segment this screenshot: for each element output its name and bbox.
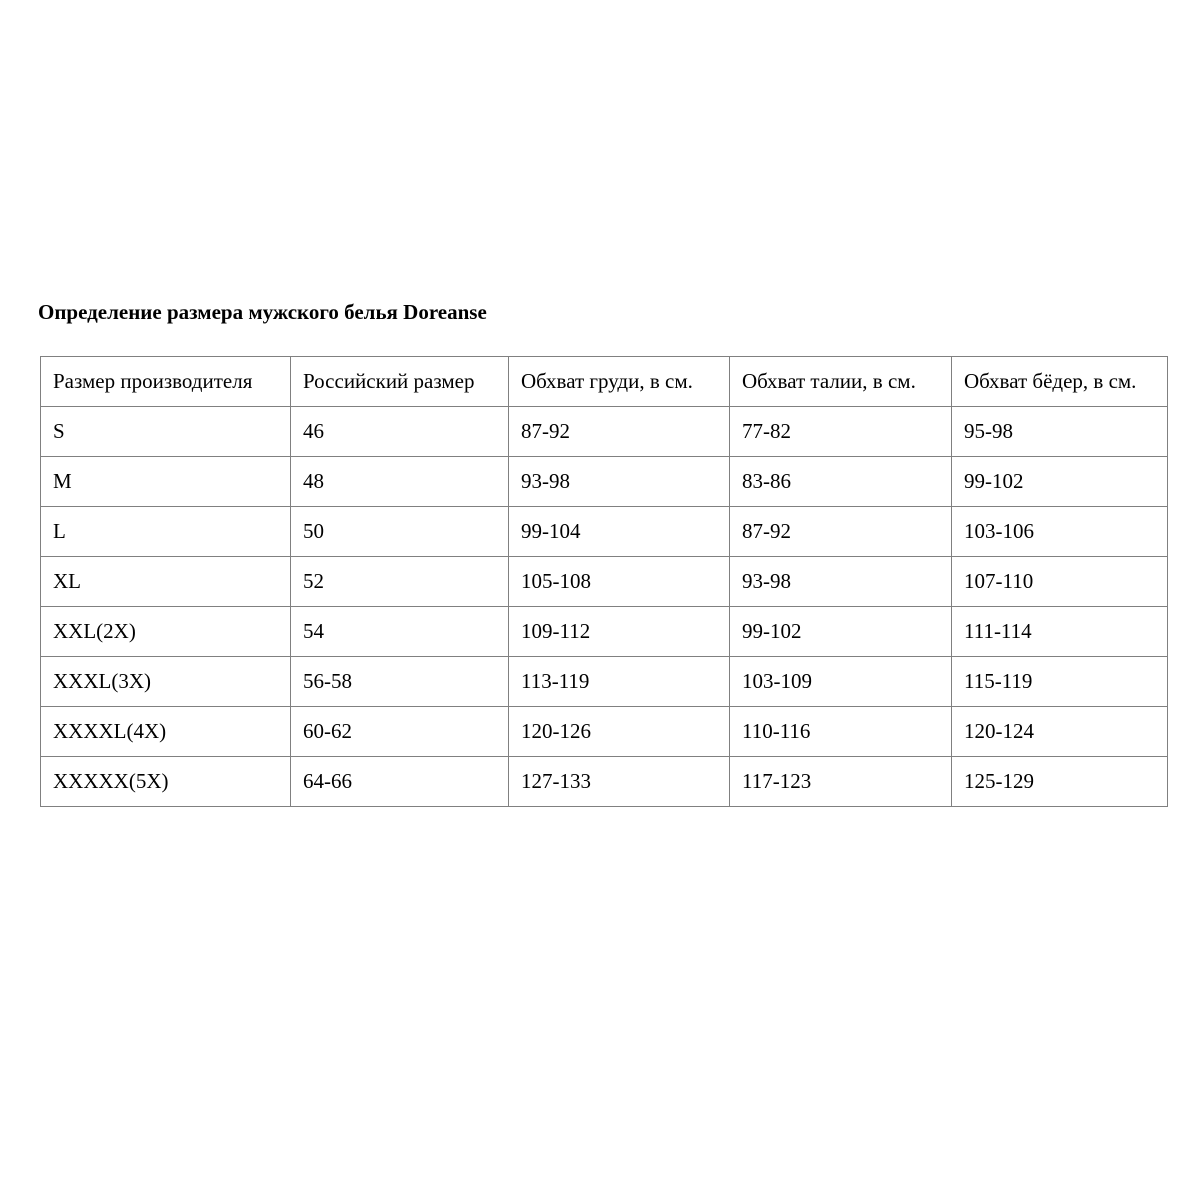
- table-cell: 93-98: [509, 457, 730, 507]
- page-title: Определение размера мужского белья Doreanse: [38, 300, 487, 324]
- table-cell: 95-98: [952, 407, 1168, 457]
- table-cell: 117-123: [730, 757, 952, 807]
- table-cell: 99-102: [952, 457, 1168, 507]
- table-cell: M: [41, 457, 291, 507]
- table-cell: XXXXX(5X): [41, 757, 291, 807]
- table-cell: 110-116: [730, 707, 952, 757]
- table-cell: 113-119: [509, 657, 730, 707]
- table-row: [41, 457, 1168, 507]
- table-row: [41, 757, 1168, 807]
- table-row: [41, 707, 1168, 757]
- table-cell: 109-112: [509, 607, 730, 657]
- header-hip-girth: Обхват бёдер, в см.: [952, 357, 1168, 407]
- table-cell: 99-102: [730, 607, 952, 657]
- table-cell: 107-110: [952, 557, 1168, 607]
- table-cell: 60-62: [291, 707, 509, 757]
- table-cell: 111-114: [952, 607, 1168, 657]
- header-chest-girth: Обхват груди, в см.: [509, 357, 730, 407]
- table-cell: S: [41, 407, 291, 457]
- table-cell: 87-92: [730, 507, 952, 557]
- table-cell: 52: [291, 557, 509, 607]
- table-cell: 83-86: [730, 457, 952, 507]
- table-row: [41, 657, 1168, 707]
- table-cell: 105-108: [509, 557, 730, 607]
- table-cell: 103-109: [730, 657, 952, 707]
- table-cell: 93-98: [730, 557, 952, 607]
- table-cell: 56-58: [291, 657, 509, 707]
- table-cell: 127-133: [509, 757, 730, 807]
- table-cell: 125-129: [952, 757, 1168, 807]
- table-cell: 87-92: [509, 407, 730, 457]
- table-cell: 120-126: [509, 707, 730, 757]
- table-row: [41, 607, 1168, 657]
- table-cell: XXL(2X): [41, 607, 291, 657]
- table-row: [41, 557, 1168, 607]
- header-russian-size: Российский размер: [291, 357, 509, 407]
- table-cell: L: [41, 507, 291, 557]
- size-chart-header: [41, 357, 1168, 407]
- table-cell: 54: [291, 607, 509, 657]
- table-cell: XL: [41, 557, 291, 607]
- table-row: [41, 407, 1168, 457]
- table-cell: 46: [291, 407, 509, 457]
- table-cell: XXXL(3X): [41, 657, 291, 707]
- table-cell: 50: [291, 507, 509, 557]
- table-cell: 48: [291, 457, 509, 507]
- header-waist-girth: Обхват талии, в см.: [730, 357, 952, 407]
- table-cell: 120-124: [952, 707, 1168, 757]
- header-manufacturer-size: Размер производителя: [41, 357, 291, 407]
- size-chart-table: [40, 356, 1168, 807]
- table-cell: 64-66: [291, 757, 509, 807]
- size-table-body: [41, 407, 1168, 807]
- header-row: [41, 357, 1168, 407]
- table-cell: 115-119: [952, 657, 1168, 707]
- table-cell: 77-82: [730, 407, 952, 457]
- table-cell: 103-106: [952, 507, 1168, 557]
- table-row: [41, 507, 1168, 557]
- table-cell: 99-104: [509, 507, 730, 557]
- table-cell: XXXXL(4X): [41, 707, 291, 757]
